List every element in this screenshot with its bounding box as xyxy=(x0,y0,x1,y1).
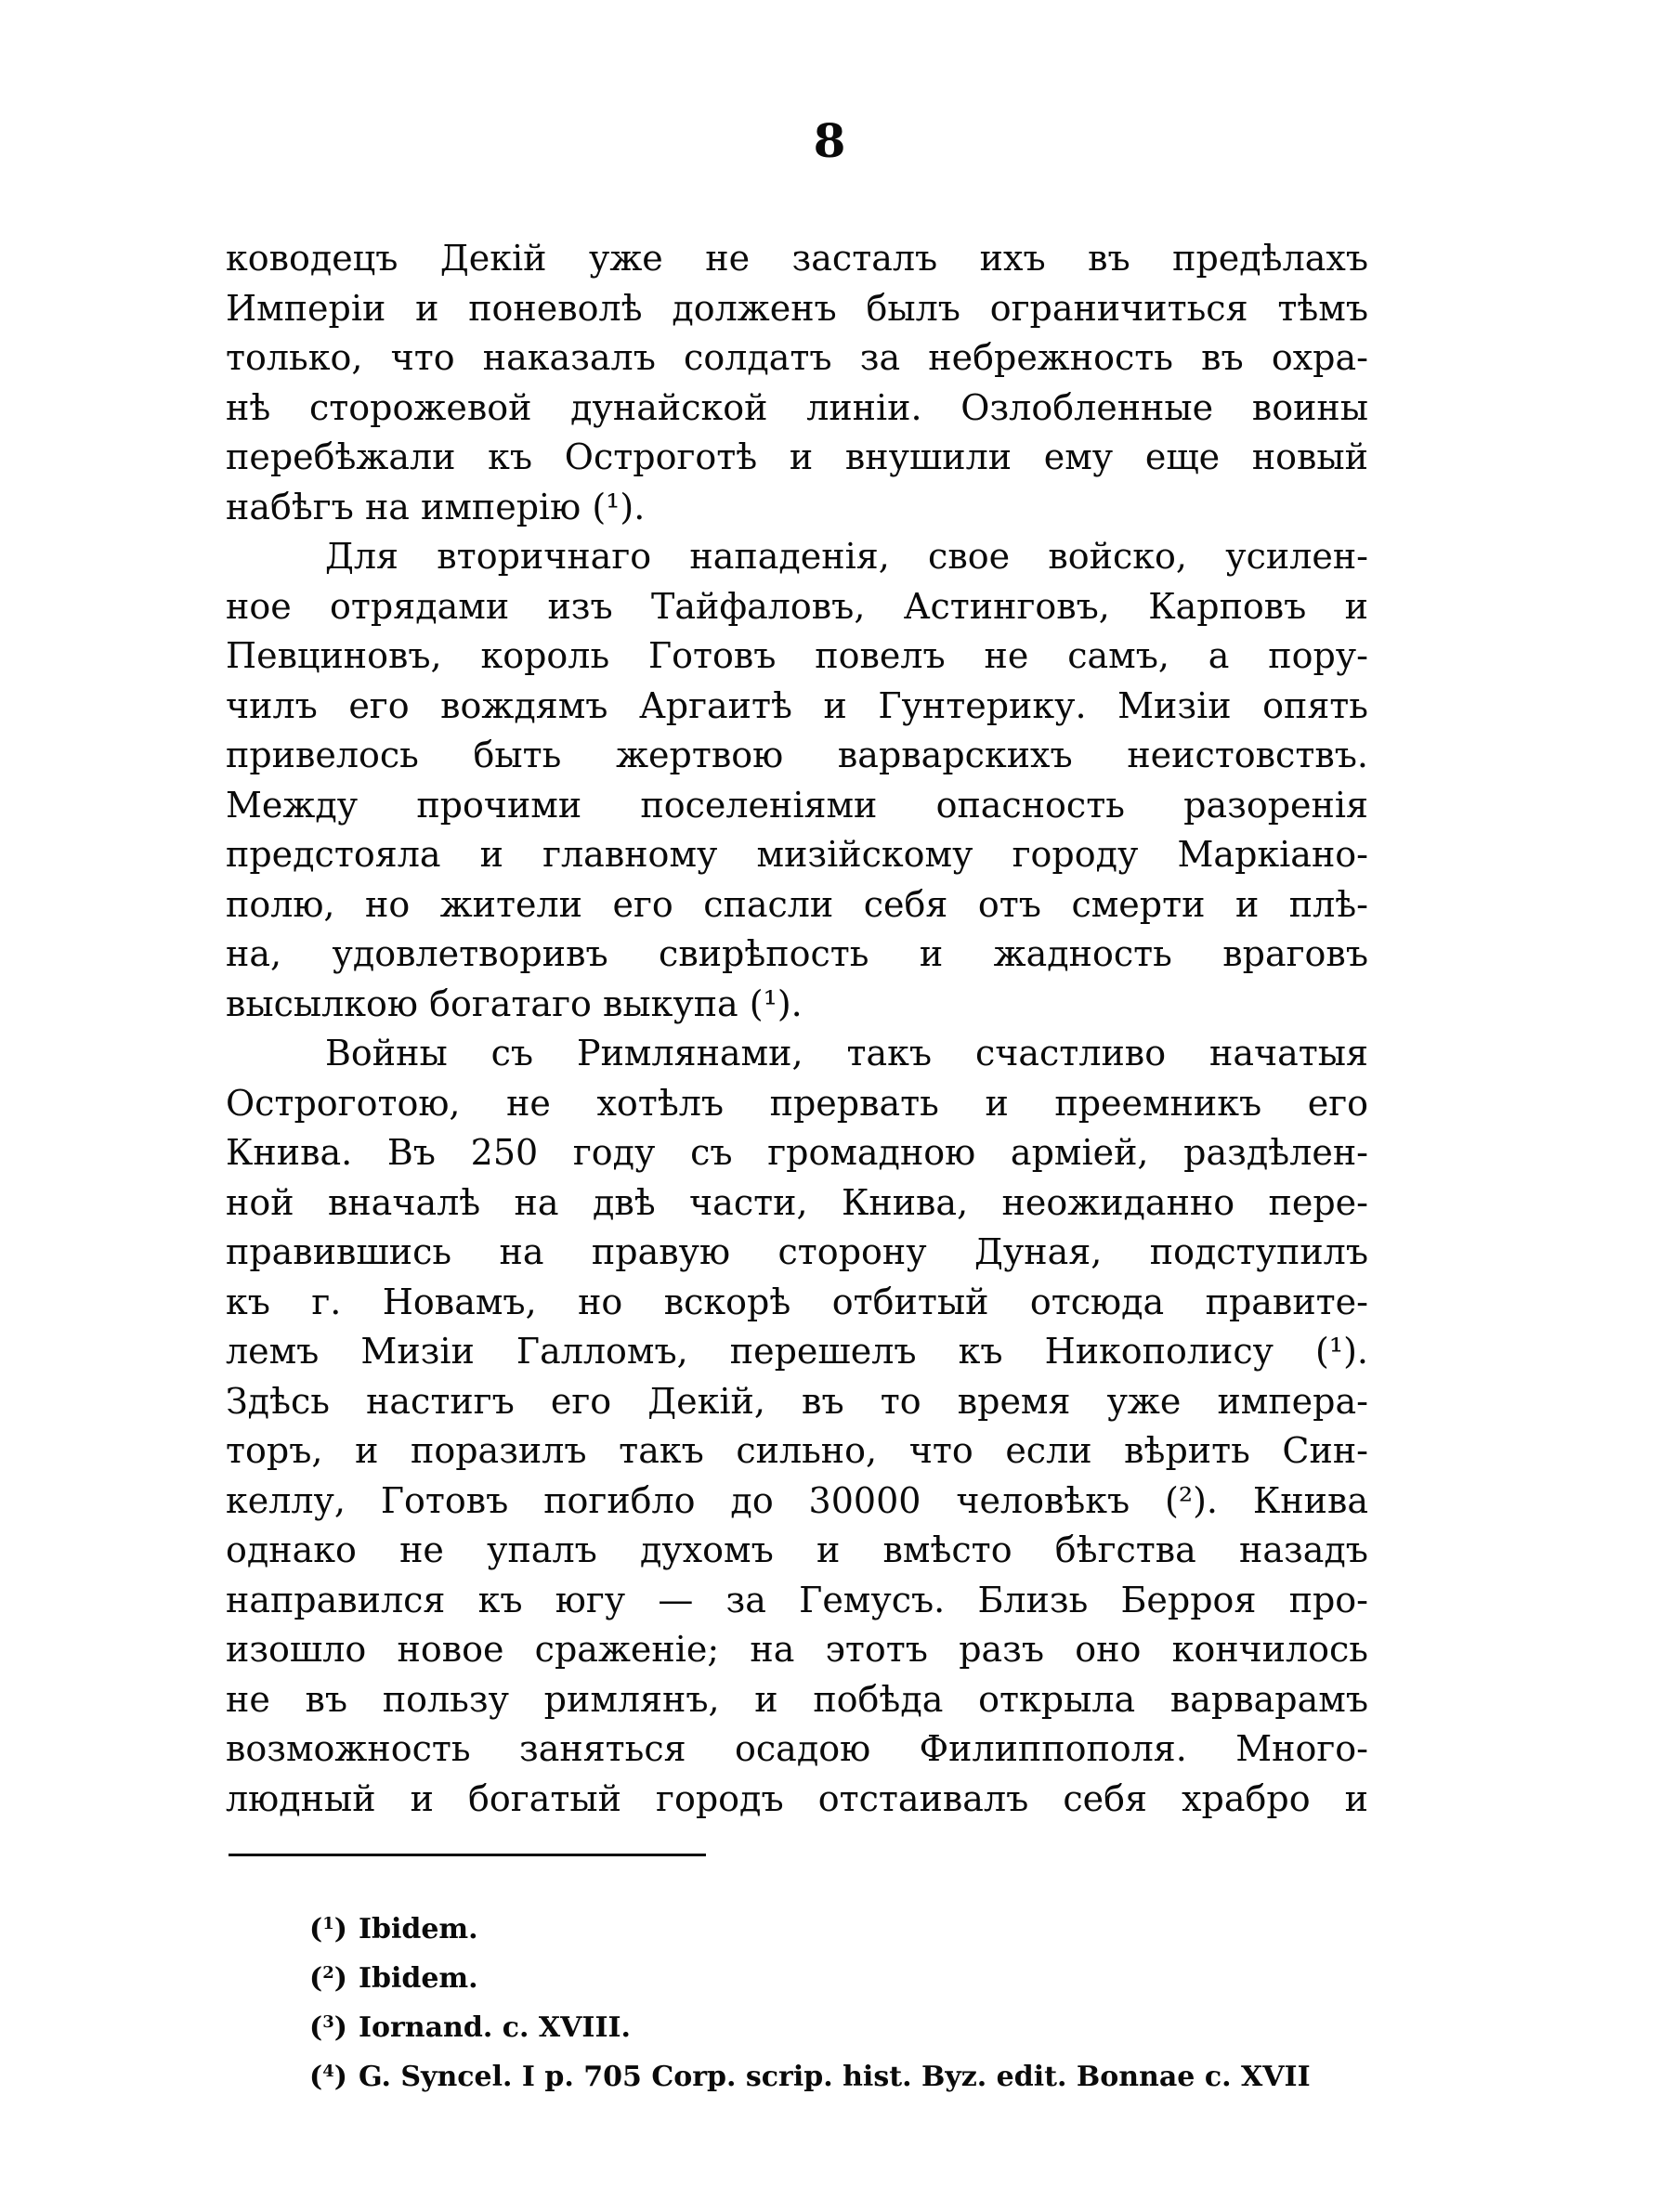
text-line: Остроготою, не хотѣлъ прервать и преемникъ его xyxy=(226,1082,1368,1124)
text-line: полю, но жители его спасли себя отъ смерти и плѣ- xyxy=(226,883,1368,925)
text-line: торъ, и поразилъ такъ сильно, что если вѣрить Син- xyxy=(226,1430,1368,1471)
footnote xyxy=(309,1948,1378,1997)
text-line: высылкою богатаго выкупа (¹). xyxy=(226,982,803,1024)
footnote-text: Ibidem. xyxy=(358,1962,478,1995)
text-line: чилъ его вождямъ Аргаитѣ и Гунтерику. Мизіи опять xyxy=(226,684,1368,726)
text-line: ной вначалѣ на двѣ части, Книва, неожиданно пере- xyxy=(226,1181,1368,1223)
text-line: предстояла и главному мизійскому городу Маркіано- xyxy=(226,834,1368,875)
text-line: набѣгъ на имперію (¹). xyxy=(226,486,646,527)
page-number: 8 xyxy=(813,113,846,168)
footnote-mark: ($^3$) xyxy=(309,2011,347,2044)
text-line: правившись на правую сторону Дуная, подступилъ xyxy=(226,1231,1368,1272)
footnote-divider xyxy=(229,1854,706,1856)
text-line: привелось быть жертвою варварскихъ неистовствъ. xyxy=(226,735,1368,775)
footnote-text: Iornand. c. XVIII. xyxy=(358,2011,631,2044)
text-line: Книва. Въ 250 году съ громадною арміей, раздѣлен- xyxy=(226,1132,1368,1173)
text-line: однако не упалъ духомъ и вмѣсто бѣгства назадъ xyxy=(226,1529,1368,1570)
footnote-mark: ($^1$) xyxy=(309,1913,347,1945)
text-line: келлу, Готовъ погибло до 30000 человѣкъ (²). Книва xyxy=(226,1479,1368,1521)
text-line: нѣ сторожевой дунайской линіи. Озлобленные воины xyxy=(226,386,1368,428)
text-line: изошло новое сраженіе; на этотъ разъ оно кончилось xyxy=(226,1629,1368,1670)
text-line: возможность заняться осадою Филиппополя. Много- xyxy=(226,1728,1368,1769)
text-line: Певциновъ, король Готовъ повелъ не самъ, а пору- xyxy=(226,635,1368,676)
footnote-mark: ($^4$) xyxy=(309,2061,347,2093)
text-line: Здѣсь настигъ его Декій, въ то время уже импера- xyxy=(226,1380,1368,1422)
text-line: направился къ югу — за Гемусъ. Близь Берроя про- xyxy=(226,1579,1368,1620)
text-line: на, удовлетворивъ свирѣпость и жадность враговъ xyxy=(226,933,1368,974)
body-text xyxy=(226,234,1368,1824)
text-line: ное отрядами изъ Тайфаловъ, Астинговъ, Карповъ и xyxy=(226,585,1368,627)
footnote xyxy=(309,1899,1378,1948)
text-line: Имперіи и поневолѣ долженъ былъ ограничиться тѣмъ xyxy=(226,287,1368,329)
text-line: Для вторичнаго нападенія, свое войско, усилен- xyxy=(325,536,1368,577)
text-line: лемъ Мизіи Галломъ, перешелъ къ Никополису (¹). xyxy=(226,1331,1368,1372)
text-line: Между прочими поселеніями опасность разоренія xyxy=(226,784,1368,826)
text-line: Войны съ Римлянами, такъ счастливо начатыя xyxy=(325,1033,1368,1073)
footnote xyxy=(309,1997,1378,2047)
text-line: людный и богатый городъ отстаивалъ себя храбро и xyxy=(226,1777,1368,1819)
text-line: ководецъ Декій уже не засталъ ихъ въ предѣлахъ xyxy=(226,238,1368,279)
footnote-text: Ibidem. xyxy=(358,1913,478,1945)
footnote-mark: ($^2$) xyxy=(309,1962,347,1995)
text-line: перебѣжали къ Остроготѣ и внушили ему еще новый xyxy=(226,436,1368,477)
footnotes xyxy=(309,1899,1378,2096)
footnote xyxy=(309,2047,1378,2096)
text-line: къ г. Новамъ, но вскорѣ отбитый отсюда правите- xyxy=(226,1281,1368,1322)
text-line: не въ пользу римлянъ, и побѣда открыла варварамъ xyxy=(226,1678,1368,1720)
footnote-text: G. Syncel. I p. 705 Corp. scrip. hist. Byz. edit. Bonnae c. XVII xyxy=(358,2061,1311,2093)
text-line: только, что наказалъ солдатъ за небрежность въ охра- xyxy=(226,337,1368,378)
